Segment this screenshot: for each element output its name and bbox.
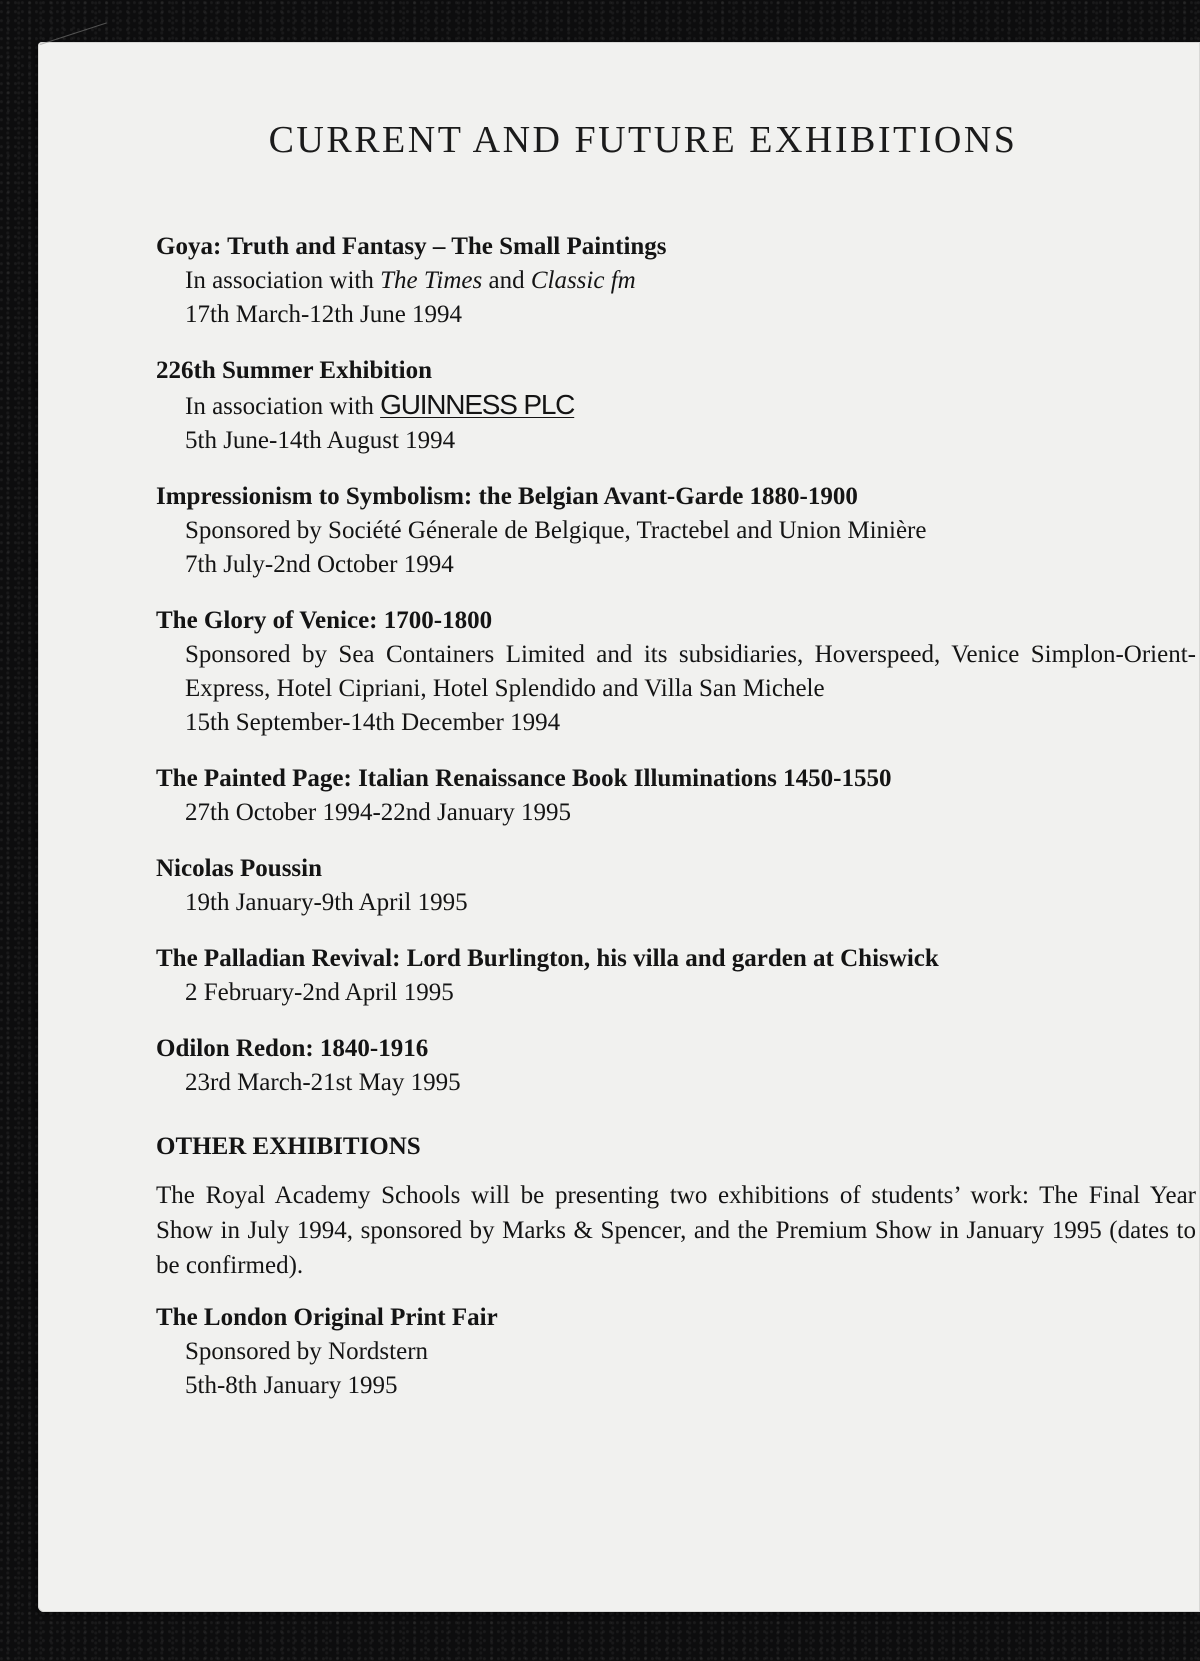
exhibitions-list [156,230,1196,1425]
exhibition-title: The Painted Page: Italian Renaissance Book Illuminations 1450-1550 [156,765,892,792]
association-partner: Classic fm [530,267,636,294]
exhibition-belgian [156,480,1196,582]
exhibition-painted-page [156,762,1196,830]
exhibition-title: Impressionism to Symbolism: the Belgian Avant-Garde 1880-1900 [156,483,858,510]
exhibition-title: The Glory of Venice: 1700-1800 [156,607,493,634]
exhibition-title: Nicolas Poussin [156,855,323,882]
exhibition-association [156,388,1196,424]
page-title: CURRENT AND FUTURE EXHIBITIONS [268,119,1018,161]
exhibition-dates: 5th June-14th August 1994 [185,427,456,454]
exhibition-dates: 17th March-12th June 1994 [185,301,463,328]
schools-paragraph: The Royal Academy Schools will be presenting two exhibitions of students’ work: The Final Year Show in July 1994, sponsored by Marks & Spencer, and the Premium Show in January 1995 (dates to be confirmed). [156,1182,1196,1279]
other-exhibitions-heading: OTHER EXHIBITIONS [156,1133,421,1160]
exhibition-dates: 23rd March-21st May 1995 [185,1069,461,1096]
exhibition-dates: 5th-8th January 1995 [185,1372,398,1399]
exhibition-dates: 2 February-2nd April 1995 [185,979,454,1006]
exhibition-title: 226th Summer Exhibition [156,357,432,384]
exhibition-redon [156,1032,1196,1100]
exhibition-palladian [156,942,1196,1010]
exhibition-association [156,264,1196,298]
exhibition-title: The Palladian Revival: Lord Burlington, his villa and garden at Chiswick [156,945,939,972]
exhibition-title: The London Original Print Fair [156,1304,498,1331]
sponsor-logo-text: GUINNESS PLC [380,389,575,420]
exhibition-title: Odilon Redon: 1840-1916 [156,1035,429,1062]
exhibition-poussin [156,852,1196,920]
exhibition-summer [156,354,1196,458]
exhibition-dates: 7th July-2nd October 1994 [185,551,454,578]
exhibition-sponsor: Sponsored by Société Génerale de Belgique, Tractebel and Union Minière [185,517,927,544]
exhibition-sponsor: Sponsored by Sea Containers Limited and its subsidiaries, Hoverspeed, Venice Simplon-Orient-Express, Hotel Cipriani, Hotel Splendido and Villa San Michele [185,641,1196,702]
exhibition-title: Goya: Truth and Fantasy – The Small Paintings [156,233,667,260]
exhibition-dates: 19th January-9th April 1995 [185,889,468,916]
exhibition-goya [156,230,1196,332]
association-partner: The Times [380,267,483,294]
exhibition-dates: 27th October 1994-22nd January 1995 [185,799,572,826]
exhibition-venice [156,604,1196,740]
association-prefix: In association with [185,393,381,420]
exhibition-print-fair [156,1301,1196,1403]
exhibition-dates: 15th September-14th December 1994 [185,709,561,736]
exhibition-sponsor: Sponsored by Nordstern [185,1338,429,1365]
association-prefix: In association with [185,267,381,294]
association-conjunction: and [482,267,531,294]
